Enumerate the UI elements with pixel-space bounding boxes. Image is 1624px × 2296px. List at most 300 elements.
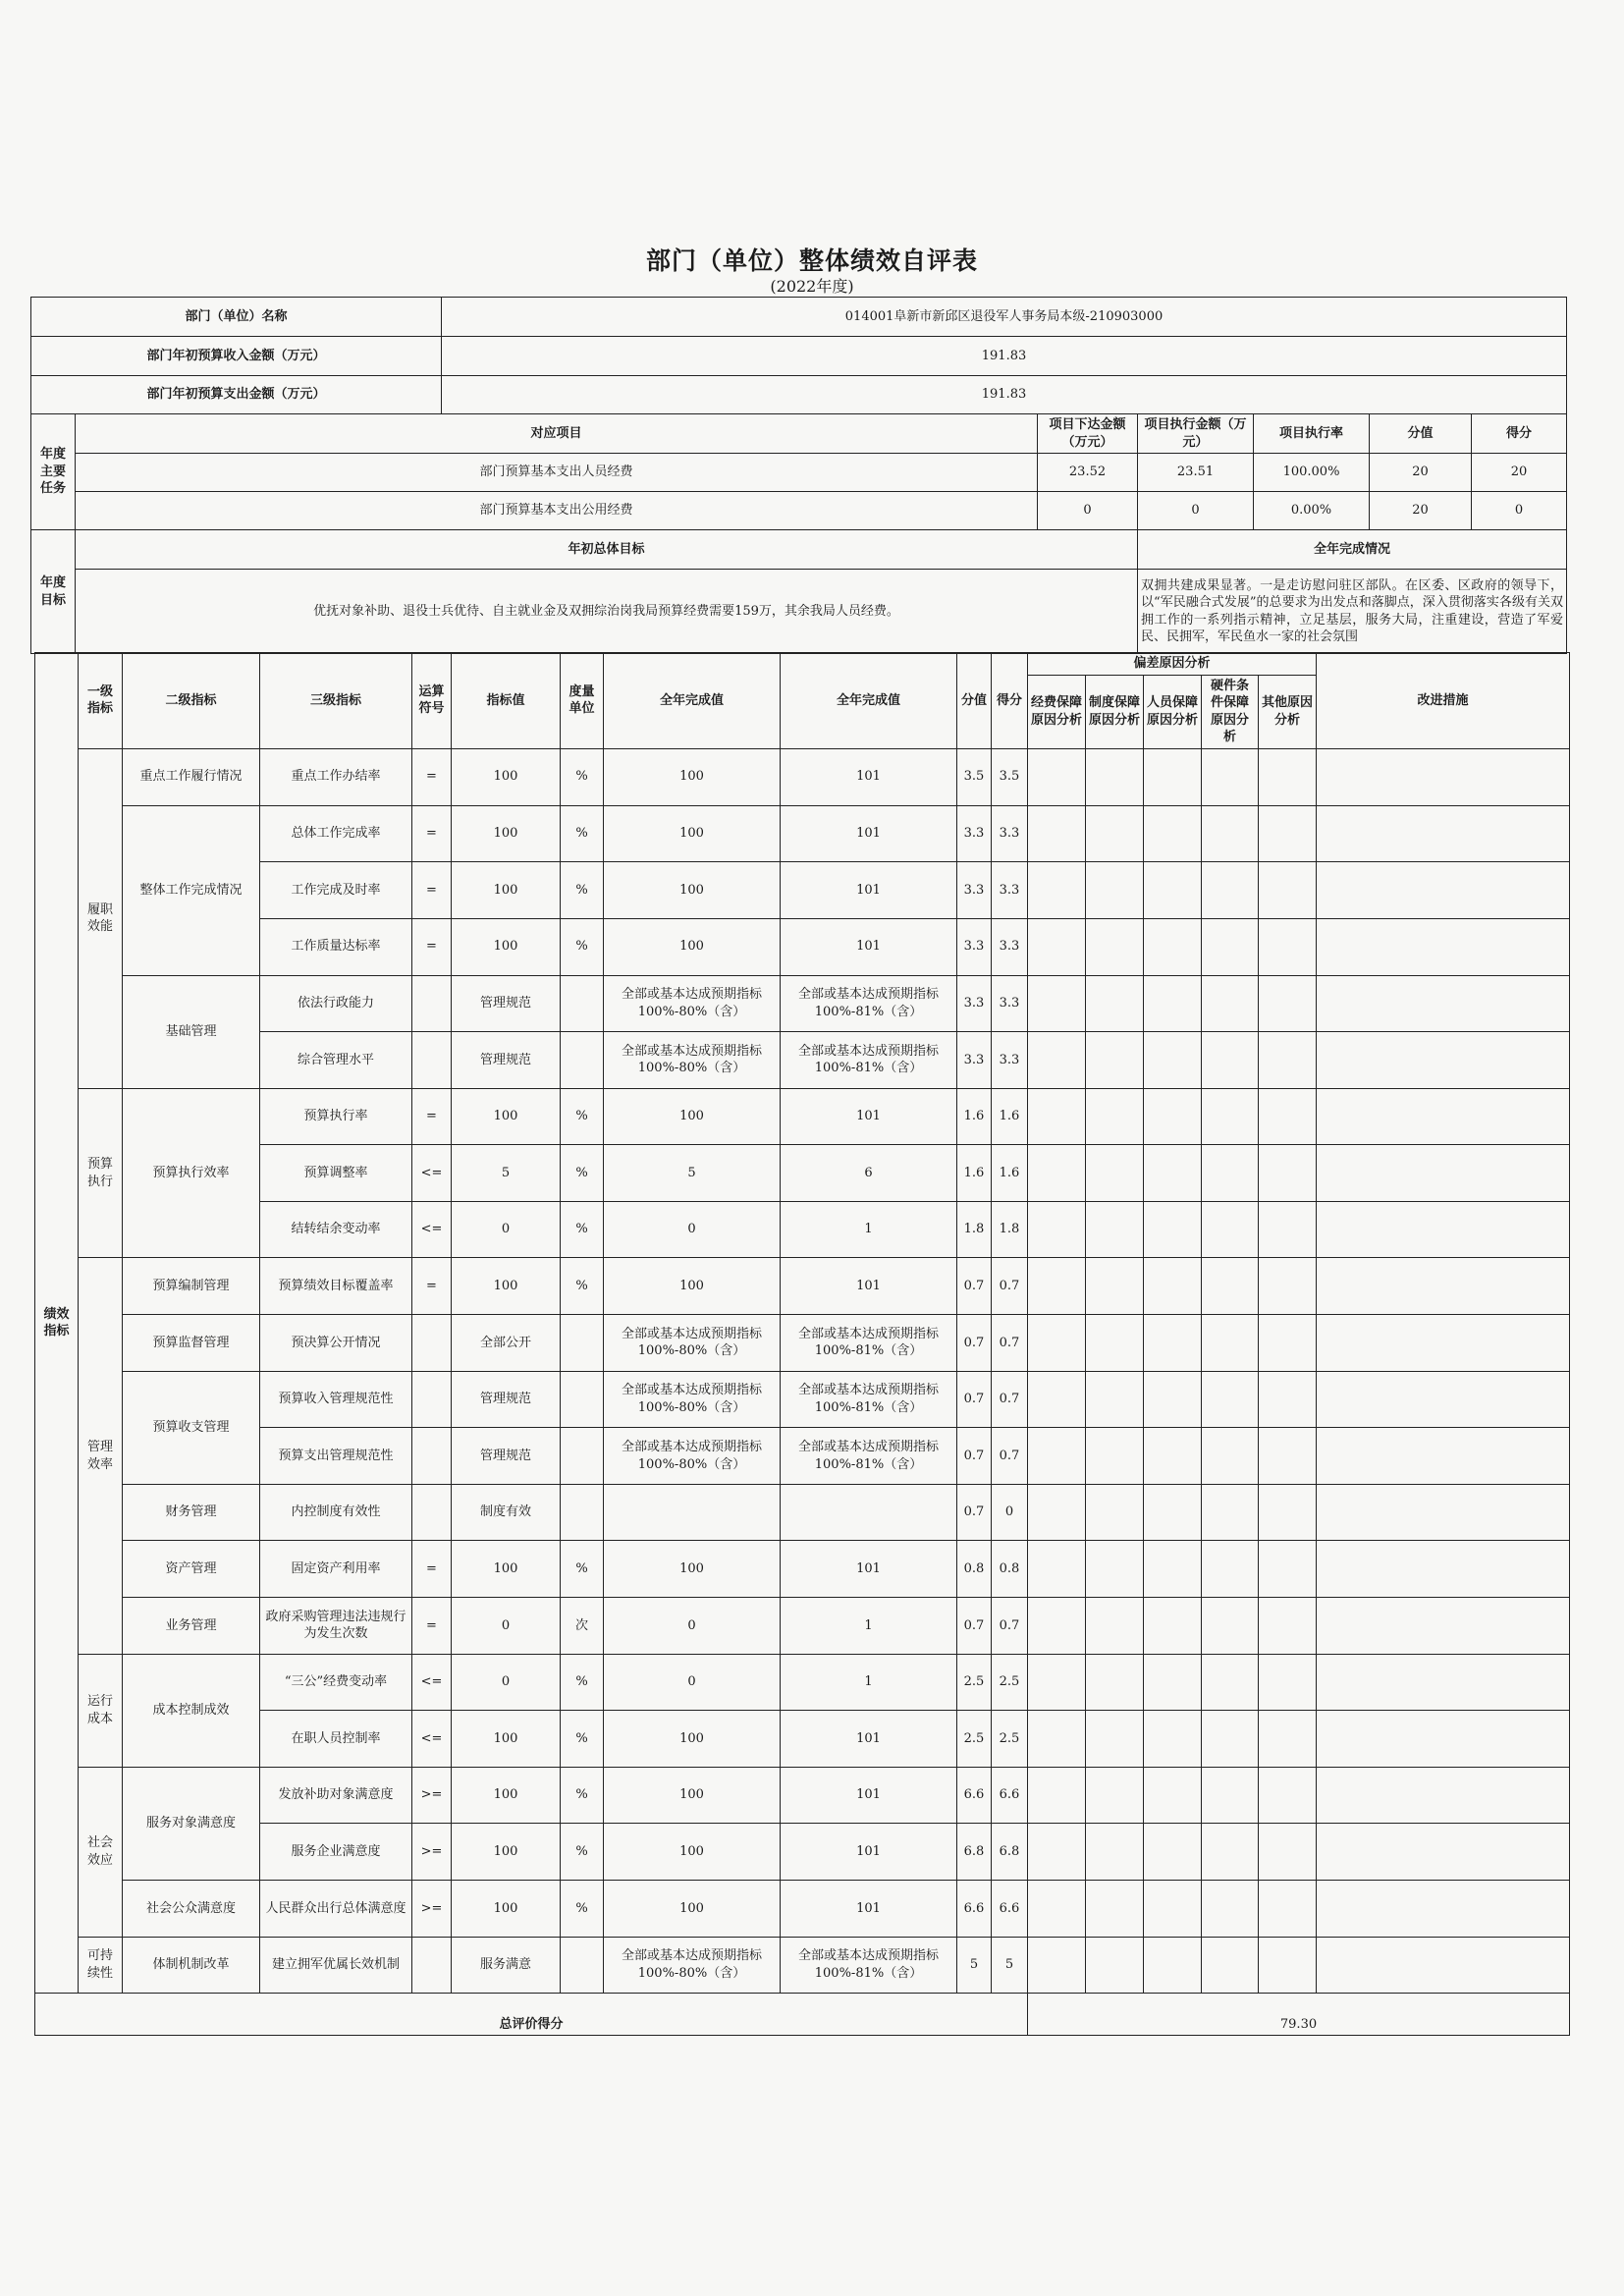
deviation-cell xyxy=(1202,1315,1259,1372)
indicator-score: 2.5 xyxy=(992,1654,1028,1711)
deviation-cell xyxy=(1202,1145,1259,1202)
deviation-cell xyxy=(1028,1315,1086,1372)
task-rate: 0.00% xyxy=(1254,492,1370,530)
indicator-value: 100 xyxy=(452,1767,561,1824)
indicator-value: 管理规范 xyxy=(452,975,561,1032)
indicator-target: 5 xyxy=(604,1145,781,1202)
header-dev-other: 其他原因分析 xyxy=(1259,675,1317,748)
deviation-cell xyxy=(1028,1767,1086,1824)
indicator-operator: >= xyxy=(412,1824,452,1881)
indicator-level3: 总体工作完成率 xyxy=(260,805,412,862)
deviation-cell xyxy=(1028,1824,1086,1881)
task-row xyxy=(31,454,1567,492)
indicator-max-score: 2.5 xyxy=(957,1711,992,1768)
indicator-target: 全部或基本达成预期指标100%-80%（含） xyxy=(604,1315,781,1372)
total-row xyxy=(35,1994,1570,2036)
indicator-score: 0.7 xyxy=(992,1315,1028,1372)
indicator-unit: % xyxy=(561,1201,604,1258)
deviation-cell xyxy=(1086,1315,1144,1372)
indicator-level3: 固定资产利用率 xyxy=(260,1541,412,1598)
deviation-cell xyxy=(1086,1824,1144,1881)
deviation-cell xyxy=(1144,1428,1202,1485)
indicator-max-score: 1.8 xyxy=(957,1201,992,1258)
indicator-value: 100 xyxy=(452,1088,561,1145)
indicator-row xyxy=(35,1428,1570,1485)
deviation-cell xyxy=(1144,1145,1202,1202)
indicator-value: 100 xyxy=(452,805,561,862)
deviation-cell xyxy=(1144,1654,1202,1711)
indicator-actual: 101 xyxy=(781,805,957,862)
improve-cell xyxy=(1317,918,1570,975)
indicator-operator: = xyxy=(412,1541,452,1598)
indicator-max-score: 2.5 xyxy=(957,1654,992,1711)
indicator-value: 管理规范 xyxy=(452,1371,561,1428)
indicator-row xyxy=(35,1598,1570,1655)
deviation-cell xyxy=(1086,1088,1144,1145)
tasks-section-label: 年度主要任务 xyxy=(31,414,76,530)
indicator-score: 1.8 xyxy=(992,1201,1028,1258)
indicator-row xyxy=(35,862,1570,919)
indicator-row xyxy=(35,1201,1570,1258)
indicator-operator: = xyxy=(412,748,452,805)
indicator-target: 100 xyxy=(604,1541,781,1598)
indicator-max-score: 0.7 xyxy=(957,1484,992,1541)
indicator-score: 2.5 xyxy=(992,1711,1028,1768)
deviation-cell xyxy=(1028,1371,1086,1428)
header-level1: 一级指标 xyxy=(79,653,123,749)
indicator-level3: 结转结余变动率 xyxy=(260,1201,412,1258)
indicator-target: 100 xyxy=(604,1881,781,1938)
indicator-unit: % xyxy=(561,1654,604,1711)
deviation-cell xyxy=(1259,1654,1317,1711)
indicator-unit: % xyxy=(561,862,604,919)
goals-completion-header: 全年完成情况 xyxy=(1138,530,1567,570)
deviation-cell xyxy=(1202,862,1259,919)
indicator-max-score: 0.7 xyxy=(957,1258,992,1315)
indicator-level2: 服务对象满意度 xyxy=(123,1767,260,1880)
indicator-actual: 全部或基本达成预期指标100%-81%（含） xyxy=(781,975,957,1032)
indicator-level2: 业务管理 xyxy=(123,1598,260,1655)
tasks-header-project: 对应项目 xyxy=(76,414,1038,454)
goals-initial-header: 年初总体目标 xyxy=(76,530,1138,570)
indicator-actual: 101 xyxy=(781,918,957,975)
task-allocated: 23.52 xyxy=(1038,454,1138,492)
header-deviation: 偏差原因分析 xyxy=(1028,653,1317,676)
indicator-level3: 依法行政能力 xyxy=(260,975,412,1032)
indicator-level3: 工作完成及时率 xyxy=(260,862,412,919)
indicator-target: 100 xyxy=(604,918,781,975)
header-max-score: 分值 xyxy=(957,653,992,749)
deviation-cell xyxy=(1086,1541,1144,1598)
deviation-cell xyxy=(1144,1881,1202,1938)
indicator-level2: 基础管理 xyxy=(123,975,260,1088)
indicator-level3: 预算支出管理规范性 xyxy=(260,1428,412,1485)
deviation-cell xyxy=(1144,1824,1202,1881)
indicator-actual: 全部或基本达成预期指标100%-81%（含） xyxy=(781,1315,957,1372)
expense-label: 部门年初预算支出金额（万元） xyxy=(31,376,442,414)
indicator-row xyxy=(35,1711,1570,1768)
deviation-cell xyxy=(1259,918,1317,975)
deviation-cell xyxy=(1144,1541,1202,1598)
deviation-cell xyxy=(1144,862,1202,919)
indicators-table xyxy=(34,652,1570,2036)
deviation-cell xyxy=(1144,918,1202,975)
indicator-unit: % xyxy=(561,1711,604,1768)
indicator-actual: 6 xyxy=(781,1145,957,1202)
indicator-score: 1.6 xyxy=(992,1088,1028,1145)
indicator-level3: 建立拥军优属长效机制 xyxy=(260,1937,412,1994)
improve-cell xyxy=(1317,1598,1570,1655)
indicator-value: 100 xyxy=(452,918,561,975)
indicator-actual: 101 xyxy=(781,1767,957,1824)
indicator-value: 管理规范 xyxy=(452,1032,561,1089)
indicator-target: 全部或基本达成预期指标100%-80%（含） xyxy=(604,1371,781,1428)
indicator-level2: 预算监督管理 xyxy=(123,1315,260,1372)
indicator-level3: 在职人员控制率 xyxy=(260,1711,412,1768)
indicator-max-score: 1.6 xyxy=(957,1145,992,1202)
deviation-cell xyxy=(1144,1371,1202,1428)
indicator-max-score: 3.3 xyxy=(957,805,992,862)
deviation-cell xyxy=(1259,1484,1317,1541)
deviation-cell xyxy=(1086,1201,1144,1258)
indicator-operator: <= xyxy=(412,1145,452,1202)
indicator-level2: 预算执行效率 xyxy=(123,1088,260,1258)
deviation-cell xyxy=(1144,1201,1202,1258)
indicator-row xyxy=(35,975,1570,1032)
summary-table xyxy=(30,297,1567,654)
deviation-cell xyxy=(1202,1598,1259,1655)
indicator-value: 制度有效 xyxy=(452,1484,561,1541)
header-target: 全年完成值 xyxy=(604,653,781,749)
indicator-target: 0 xyxy=(604,1598,781,1655)
deviation-cell xyxy=(1086,975,1144,1032)
indicator-level1: 社会效应 xyxy=(79,1767,123,1937)
indicator-target: 100 xyxy=(604,1088,781,1145)
indicator-actual: 101 xyxy=(781,1824,957,1881)
deviation-cell xyxy=(1259,1371,1317,1428)
indicator-row xyxy=(35,1937,1570,1994)
deviation-cell xyxy=(1259,1145,1317,1202)
header-dev-funds: 经费保障原因分析 xyxy=(1028,675,1086,748)
deviation-cell xyxy=(1086,1145,1144,1202)
improve-cell xyxy=(1317,1145,1570,1202)
task-project: 部门预算基本支出人员经费 xyxy=(76,454,1038,492)
indicator-max-score: 0.7 xyxy=(957,1598,992,1655)
indicator-level3: 内控制度有效性 xyxy=(260,1484,412,1541)
indicator-row xyxy=(35,1371,1570,1428)
expense-value: 191.83 xyxy=(442,376,1567,414)
indicator-score: 3.3 xyxy=(992,918,1028,975)
goals-completion-text: 双拥共建成果显著。一是走访慰问驻区部队。在区委、区政府的领导下，以“军民融合式发展”的总要求为出发点和落脚点，深入贯彻落实各级有关双拥工作的一系列指示精神，立足基层，服务大局，注重建设，营造了军爱民、民拥军，军民鱼水一家的社会氛围 xyxy=(1138,570,1567,654)
deviation-cell xyxy=(1202,1654,1259,1711)
indicator-level3: 工作质量达标率 xyxy=(260,918,412,975)
indicator-unit xyxy=(561,1428,604,1485)
indicator-max-score: 3.3 xyxy=(957,862,992,919)
indicator-operator xyxy=(412,1032,452,1089)
improve-cell xyxy=(1317,1767,1570,1824)
deviation-cell xyxy=(1144,1937,1202,1994)
indicator-target: 100 xyxy=(604,1824,781,1881)
goals-initial-text: 优抚对象补助、退役士兵优待、自主就业金及双拥综治岗我局预算经费需要159万，其余我局人员经费。 xyxy=(76,570,1138,654)
task-score: 0 xyxy=(1472,492,1567,530)
task-allocated: 0 xyxy=(1038,492,1138,530)
indicator-level2: 体制机制改革 xyxy=(123,1937,260,1994)
goals-section-label: 年度目标 xyxy=(31,530,76,654)
header-dev-hardware: 硬件条件保障原因分析 xyxy=(1202,675,1259,748)
indicator-value: 管理规范 xyxy=(452,1428,561,1485)
deviation-cell xyxy=(1028,1258,1086,1315)
deviation-cell xyxy=(1202,805,1259,862)
indicator-row xyxy=(35,1881,1570,1938)
indicator-value: 100 xyxy=(452,1711,561,1768)
indicator-actual: 全部或基本达成预期指标100%-81%（含） xyxy=(781,1371,957,1428)
deviation-cell xyxy=(1086,862,1144,919)
improve-cell xyxy=(1317,862,1570,919)
indicator-level3: 政府采购管理违法违规行为发生次数 xyxy=(260,1598,412,1655)
indicator-target: 100 xyxy=(604,1767,781,1824)
indicator-operator xyxy=(412,1428,452,1485)
deviation-cell xyxy=(1028,1032,1086,1089)
deviation-cell xyxy=(1028,1654,1086,1711)
improve-cell xyxy=(1317,1824,1570,1881)
deviation-cell xyxy=(1028,1541,1086,1598)
indicator-unit xyxy=(561,1032,604,1089)
indicator-target: 全部或基本达成预期指标100%-80%（含） xyxy=(604,975,781,1032)
indicator-unit: % xyxy=(561,748,604,805)
indicator-unit xyxy=(561,1315,604,1372)
indicator-value: 100 xyxy=(452,1824,561,1881)
improve-cell xyxy=(1317,805,1570,862)
indicator-row xyxy=(35,1145,1570,1202)
indicator-actual: 101 xyxy=(781,1711,957,1768)
indicator-level1: 履职效能 xyxy=(79,748,123,1088)
indicator-level3: 人民群众出行总体满意度 xyxy=(260,1881,412,1938)
deviation-cell xyxy=(1202,975,1259,1032)
indicator-level2: 重点工作履行情况 xyxy=(123,748,260,805)
indicator-operator: = xyxy=(412,1088,452,1145)
indicator-row xyxy=(35,1541,1570,1598)
income-value: 191.83 xyxy=(442,337,1567,376)
deviation-cell xyxy=(1086,805,1144,862)
deviation-cell xyxy=(1144,748,1202,805)
indicator-score: 3.3 xyxy=(992,1032,1028,1089)
indicator-max-score: 1.6 xyxy=(957,1088,992,1145)
deviation-cell xyxy=(1259,1598,1317,1655)
indicator-actual: 全部或基本达成预期指标100%-81%（含） xyxy=(781,1032,957,1089)
indicator-level2: 预算收支管理 xyxy=(123,1371,260,1484)
indicator-max-score: 3.3 xyxy=(957,1032,992,1089)
deviation-cell xyxy=(1144,1484,1202,1541)
deviation-cell xyxy=(1144,1088,1202,1145)
deviation-cell xyxy=(1202,918,1259,975)
task-executed: 23.51 xyxy=(1138,454,1254,492)
indicator-operator: = xyxy=(412,1258,452,1315)
indicator-operator: = xyxy=(412,918,452,975)
indicator-row xyxy=(35,1654,1570,1711)
deviation-cell xyxy=(1086,1598,1144,1655)
indicator-actual: 101 xyxy=(781,1088,957,1145)
dept-name-label: 部门（单位）名称 xyxy=(31,298,442,337)
indicator-actual: 1 xyxy=(781,1654,957,1711)
indicator-level3: 综合管理水平 xyxy=(260,1032,412,1089)
indicator-max-score: 6.6 xyxy=(957,1767,992,1824)
indicator-level3: 服务企业满意度 xyxy=(260,1824,412,1881)
indicator-actual xyxy=(781,1484,957,1541)
indicator-value: 0 xyxy=(452,1654,561,1711)
indicator-value: 100 xyxy=(452,1258,561,1315)
indicator-row xyxy=(35,1088,1570,1145)
deviation-cell xyxy=(1202,1201,1259,1258)
deviation-cell xyxy=(1202,1428,1259,1485)
header-score: 得分 xyxy=(992,653,1028,749)
header-actual: 全年完成值 xyxy=(781,653,957,749)
deviation-cell xyxy=(1259,748,1317,805)
deviation-cell xyxy=(1028,1484,1086,1541)
deviation-cell xyxy=(1028,1711,1086,1768)
deviation-cell xyxy=(1086,1032,1144,1089)
indicator-target: 0 xyxy=(604,1654,781,1711)
deviation-cell xyxy=(1028,918,1086,975)
deviation-cell xyxy=(1028,1937,1086,1994)
indicator-target xyxy=(604,1484,781,1541)
indicators-section-label: 绩效指标 xyxy=(35,653,79,1994)
indicator-actual: 101 xyxy=(781,1258,957,1315)
indicator-target: 全部或基本达成预期指标100%-80%（含） xyxy=(604,1428,781,1485)
deviation-cell xyxy=(1086,1767,1144,1824)
indicator-unit: % xyxy=(561,1824,604,1881)
deviation-cell xyxy=(1144,1767,1202,1824)
deviation-cell xyxy=(1259,1032,1317,1089)
indicator-unit: % xyxy=(561,1767,604,1824)
indicator-actual: 101 xyxy=(781,862,957,919)
total-label: 总评价得分 xyxy=(35,1994,1028,2036)
indicator-value: 0 xyxy=(452,1598,561,1655)
deviation-cell xyxy=(1144,1711,1202,1768)
indicator-operator: <= xyxy=(412,1711,452,1768)
indicator-level2: 预算编制管理 xyxy=(123,1258,260,1315)
indicator-value: 100 xyxy=(452,862,561,919)
indicator-target: 100 xyxy=(604,1258,781,1315)
indicator-target: 0 xyxy=(604,1201,781,1258)
indicator-actual: 101 xyxy=(781,748,957,805)
page-title: 部门（单位）整体绩效自评表 xyxy=(645,246,978,275)
deviation-cell xyxy=(1202,1824,1259,1881)
indicator-row xyxy=(35,1315,1570,1372)
indicator-level3: 预算执行率 xyxy=(260,1088,412,1145)
indicator-level2: 财务管理 xyxy=(123,1484,260,1541)
indicator-score: 6.6 xyxy=(992,1767,1028,1824)
indicator-score: 3.3 xyxy=(992,862,1028,919)
indicator-unit: 次 xyxy=(561,1598,604,1655)
indicator-unit xyxy=(561,1484,604,1541)
indicator-level3: “三公”经费变动率 xyxy=(260,1654,412,1711)
indicator-operator: >= xyxy=(412,1881,452,1938)
deviation-cell xyxy=(1259,862,1317,919)
indicator-operator: <= xyxy=(412,1654,452,1711)
deviation-cell xyxy=(1028,1598,1086,1655)
indicator-actual: 全部或基本达成预期指标100%-81%（含） xyxy=(781,1937,957,1994)
deviation-cell xyxy=(1259,1767,1317,1824)
deviation-cell xyxy=(1202,1484,1259,1541)
indicator-row xyxy=(35,1824,1570,1881)
indicator-score: 1.6 xyxy=(992,1145,1028,1202)
improve-cell xyxy=(1317,1711,1570,1768)
task-max-score: 20 xyxy=(1370,492,1472,530)
improve-cell xyxy=(1317,1484,1570,1541)
indicator-score: 0.7 xyxy=(992,1371,1028,1428)
indicator-operator: = xyxy=(412,805,452,862)
indicator-unit xyxy=(561,1937,604,1994)
tasks-header-executed: 项目执行金额（万元） xyxy=(1138,414,1254,454)
deviation-cell xyxy=(1202,1711,1259,1768)
deviation-cell xyxy=(1086,1428,1144,1485)
deviation-cell xyxy=(1202,1088,1259,1145)
indicator-level3: 预算调整率 xyxy=(260,1145,412,1202)
indicator-value: 100 xyxy=(452,1541,561,1598)
deviation-cell xyxy=(1028,748,1086,805)
improve-cell xyxy=(1317,1088,1570,1145)
deviation-cell xyxy=(1259,805,1317,862)
indicator-unit xyxy=(561,975,604,1032)
indicator-score: 0.7 xyxy=(992,1428,1028,1485)
deviation-cell xyxy=(1202,748,1259,805)
indicator-target: 100 xyxy=(604,1711,781,1768)
indicator-max-score: 0.7 xyxy=(957,1428,992,1485)
improve-cell xyxy=(1317,1315,1570,1372)
indicator-operator xyxy=(412,1937,452,1994)
indicator-value: 全部公开 xyxy=(452,1315,561,1372)
deviation-cell xyxy=(1086,1371,1144,1428)
deviation-cell xyxy=(1086,1654,1144,1711)
indicator-row xyxy=(35,1032,1570,1089)
indicator-row xyxy=(35,748,1570,805)
page-subtitle-year: (2022年度) xyxy=(770,277,854,296)
tasks-header-rate: 项目执行率 xyxy=(1254,414,1370,454)
deviation-cell xyxy=(1259,1201,1317,1258)
deviation-cell xyxy=(1259,1881,1317,1938)
indicator-unit: % xyxy=(561,1881,604,1938)
indicator-operator xyxy=(412,1484,452,1541)
indicator-level1: 预算执行 xyxy=(79,1088,123,1258)
header-operator: 运算符号 xyxy=(412,653,452,749)
income-label: 部门年初预算收入金额（万元） xyxy=(31,337,442,376)
deviation-cell xyxy=(1144,1315,1202,1372)
deviation-cell xyxy=(1202,1937,1259,1994)
deviation-cell xyxy=(1144,1598,1202,1655)
tasks-header-allocated: 项目下达金额（万元） xyxy=(1038,414,1138,454)
deviation-cell xyxy=(1259,1315,1317,1372)
indicator-value: 100 xyxy=(452,1881,561,1938)
deviation-cell xyxy=(1144,1032,1202,1089)
indicator-level1: 可持续性 xyxy=(79,1937,123,1994)
indicator-operator: = xyxy=(412,1598,452,1655)
indicator-level2: 成本控制成效 xyxy=(123,1654,260,1767)
indicator-operator xyxy=(412,1315,452,1372)
task-rate: 100.00% xyxy=(1254,454,1370,492)
tasks-header-score: 得分 xyxy=(1472,414,1567,454)
deviation-cell xyxy=(1144,975,1202,1032)
task-row xyxy=(31,492,1567,530)
deviation-cell xyxy=(1028,805,1086,862)
indicator-value: 服务满意 xyxy=(452,1937,561,1994)
indicator-max-score: 0.7 xyxy=(957,1315,992,1372)
indicator-row xyxy=(35,1484,1570,1541)
deviation-cell xyxy=(1259,1258,1317,1315)
indicator-value: 100 xyxy=(452,748,561,805)
deviation-cell xyxy=(1028,1881,1086,1938)
indicator-operator: >= xyxy=(412,1767,452,1824)
indicator-target: 全部或基本达成预期指标100%-80%（含） xyxy=(604,1937,781,1994)
